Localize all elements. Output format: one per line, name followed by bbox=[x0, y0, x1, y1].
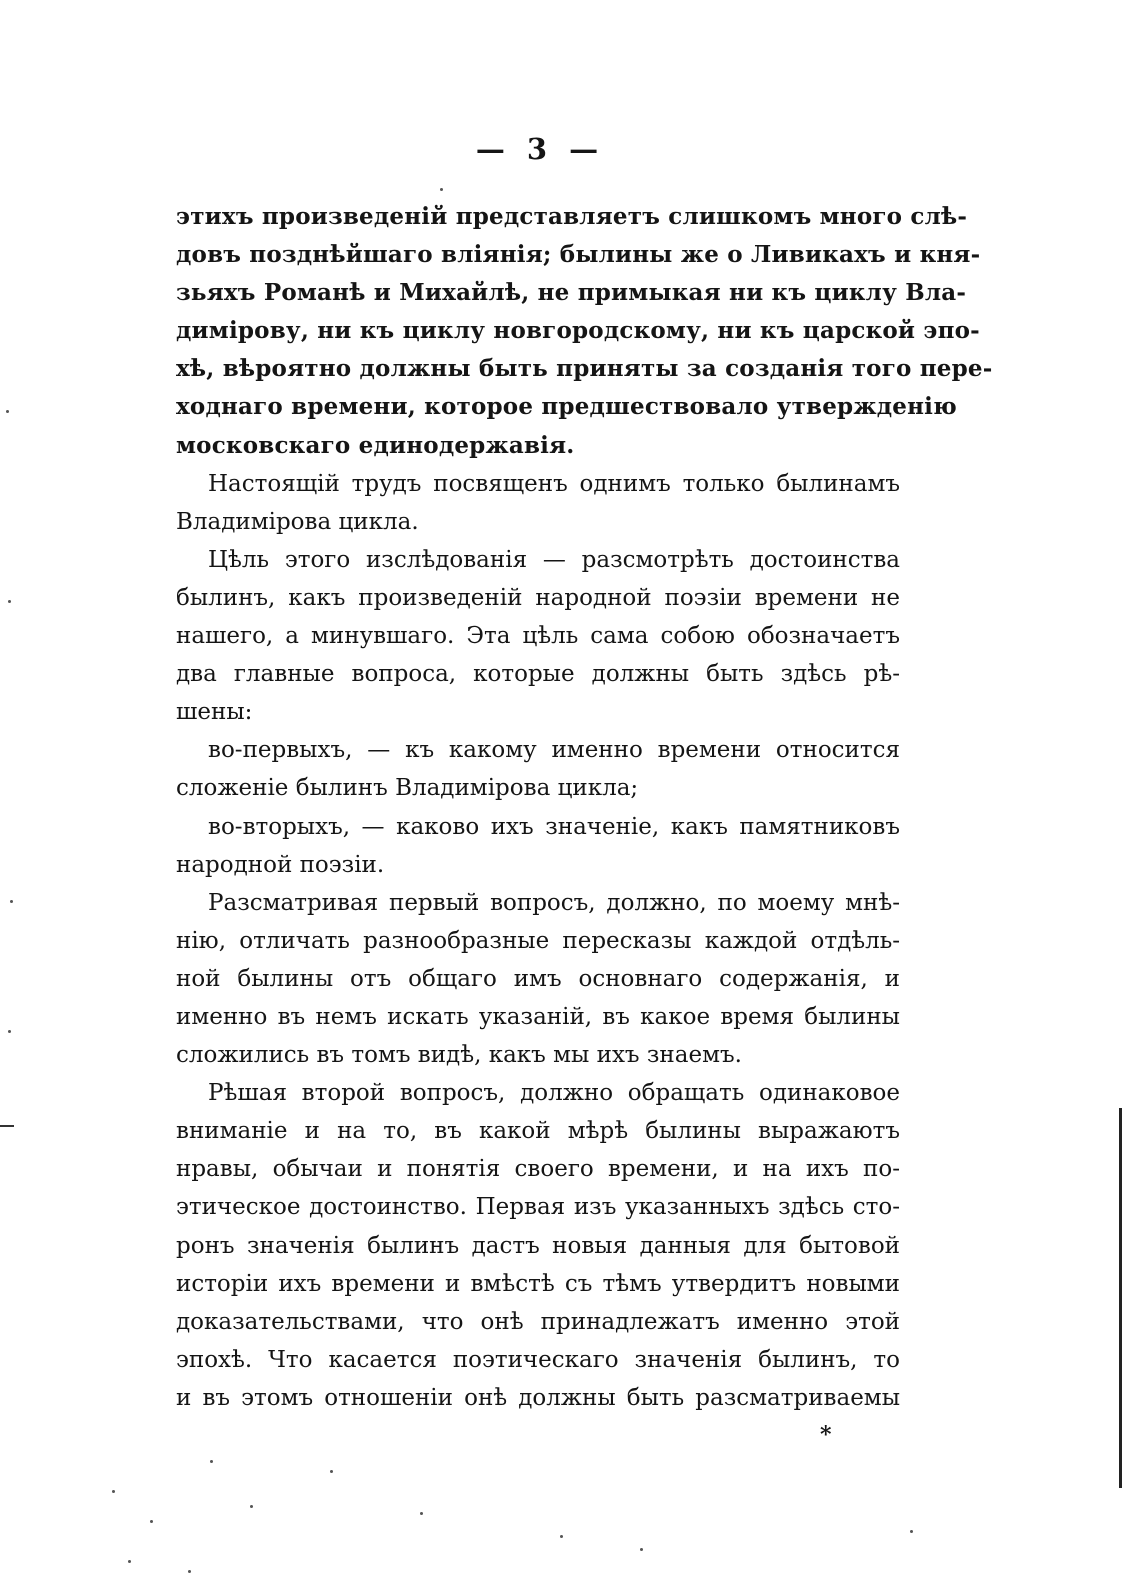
text-line: довъ позднѣйшаго вліянія; былины же о Ливикахъ и кня- bbox=[176, 241, 981, 269]
text-line: Владимірова цикла. bbox=[176, 508, 419, 535]
scan-edge-mark bbox=[0, 1125, 14, 1127]
text-line: нравы, обычаи и понятія своего времени, и на ихъ по- bbox=[176, 1156, 900, 1183]
text-line: во-первыхъ, — къ какому именно времени относится bbox=[208, 737, 900, 764]
scan-speck bbox=[640, 1548, 643, 1551]
scan-speck bbox=[250, 1505, 253, 1508]
scan-speck bbox=[6, 410, 9, 413]
bottom-mark: * bbox=[820, 1422, 832, 1448]
scan-speck bbox=[128, 1560, 131, 1563]
text-line: и въ этомъ отношеніи онѣ должны быть разсматриваемы bbox=[176, 1384, 900, 1411]
text-line: шены: bbox=[176, 699, 253, 726]
text-line: ной былины отъ общаго имъ основнаго содержанія, и bbox=[176, 965, 900, 992]
scan-speck bbox=[8, 600, 11, 603]
text-line: нію, отличать разнообразные пересказы каждой отдѣль- bbox=[176, 927, 900, 954]
text-line: Рѣшая второй вопросъ, должно обращать одинаковое bbox=[208, 1080, 900, 1107]
text-line: народной поэзіи. bbox=[176, 851, 385, 878]
text-line: во-вторыхъ, — каково ихъ значеніе, какъ памятниковъ bbox=[208, 813, 900, 840]
text-line: вниманіе и на то, въ какой мѣрѣ былины выражаютъ bbox=[176, 1118, 900, 1145]
text-line: Цѣль этого изслѣдованія — разсмотрѣть достоинства bbox=[208, 546, 900, 573]
text-line: былинъ, какъ произведеній народной поэзіи времени не bbox=[176, 584, 900, 611]
text-line: московскаго единодержавія. bbox=[176, 431, 575, 459]
text-line: именно въ немъ искать указаній, въ какое время былины bbox=[176, 1003, 900, 1030]
text-line: димірову, ни къ циклу новгородскому, ни къ царской эпо- bbox=[176, 317, 980, 345]
scan-speck bbox=[8, 1030, 11, 1033]
text-line: Разсматривая первый вопросъ, должно, по моему мнѣ- bbox=[208, 889, 900, 916]
text-line: доказательствами, что онѣ принадлежатъ именно этой bbox=[176, 1308, 900, 1335]
scan-speck bbox=[420, 1512, 423, 1515]
text-line: два главные вопроса, которые должны быть здѣсь рѣ- bbox=[176, 661, 900, 688]
text-line: Настоящій трудъ посвященъ однимъ только былинамъ bbox=[208, 470, 900, 497]
text-line: эпохѣ. Что касается поэтическаго значенія былинъ, то bbox=[176, 1346, 900, 1373]
text-line: хѣ, вѣроятно должны быть приняты за созданія того пере- bbox=[176, 355, 993, 383]
scan-speck bbox=[112, 1490, 115, 1493]
text-line: ходнаго времени, которое предшествовало утвержденію bbox=[176, 393, 957, 421]
scan-speck bbox=[150, 1520, 153, 1523]
scan-edge-line bbox=[1119, 1108, 1122, 1488]
text-line: этическое достоинство. Первая изъ указанныхъ здѣсь сто- bbox=[176, 1194, 900, 1221]
scan-speck bbox=[910, 1530, 913, 1533]
text-line: сложеніе былинъ Владимірова цикла; bbox=[176, 775, 639, 802]
scan-speck bbox=[10, 900, 13, 903]
scan-speck bbox=[560, 1535, 563, 1538]
text-line: этихъ произведеній представляетъ слишкомъ много слѣ- bbox=[176, 203, 968, 230]
scan-speck bbox=[210, 1460, 213, 1463]
scan-speck bbox=[440, 188, 443, 191]
page-number: — 3 — bbox=[475, 132, 605, 166]
text-line: зьяхъ Романѣ и Михайлѣ, не примыкая ни къ циклу Вла- bbox=[176, 279, 967, 307]
text-line: исторіи ихъ времени и вмѣстѣ съ тѣмъ утвердитъ новыми bbox=[176, 1270, 900, 1297]
text-line: нашего, а минувшаго. Эта цѣль сама собою обозначаетъ bbox=[176, 623, 900, 650]
scan-speck bbox=[330, 1470, 333, 1473]
body-text bbox=[176, 198, 993, 1417]
text-line: ронъ значенія былинъ дастъ новыя данныя для бытовой bbox=[176, 1232, 900, 1259]
scan-speck bbox=[188, 1570, 191, 1573]
text-line: сложились въ томъ видѣ, какъ мы ихъ знаемъ. bbox=[176, 1042, 742, 1069]
